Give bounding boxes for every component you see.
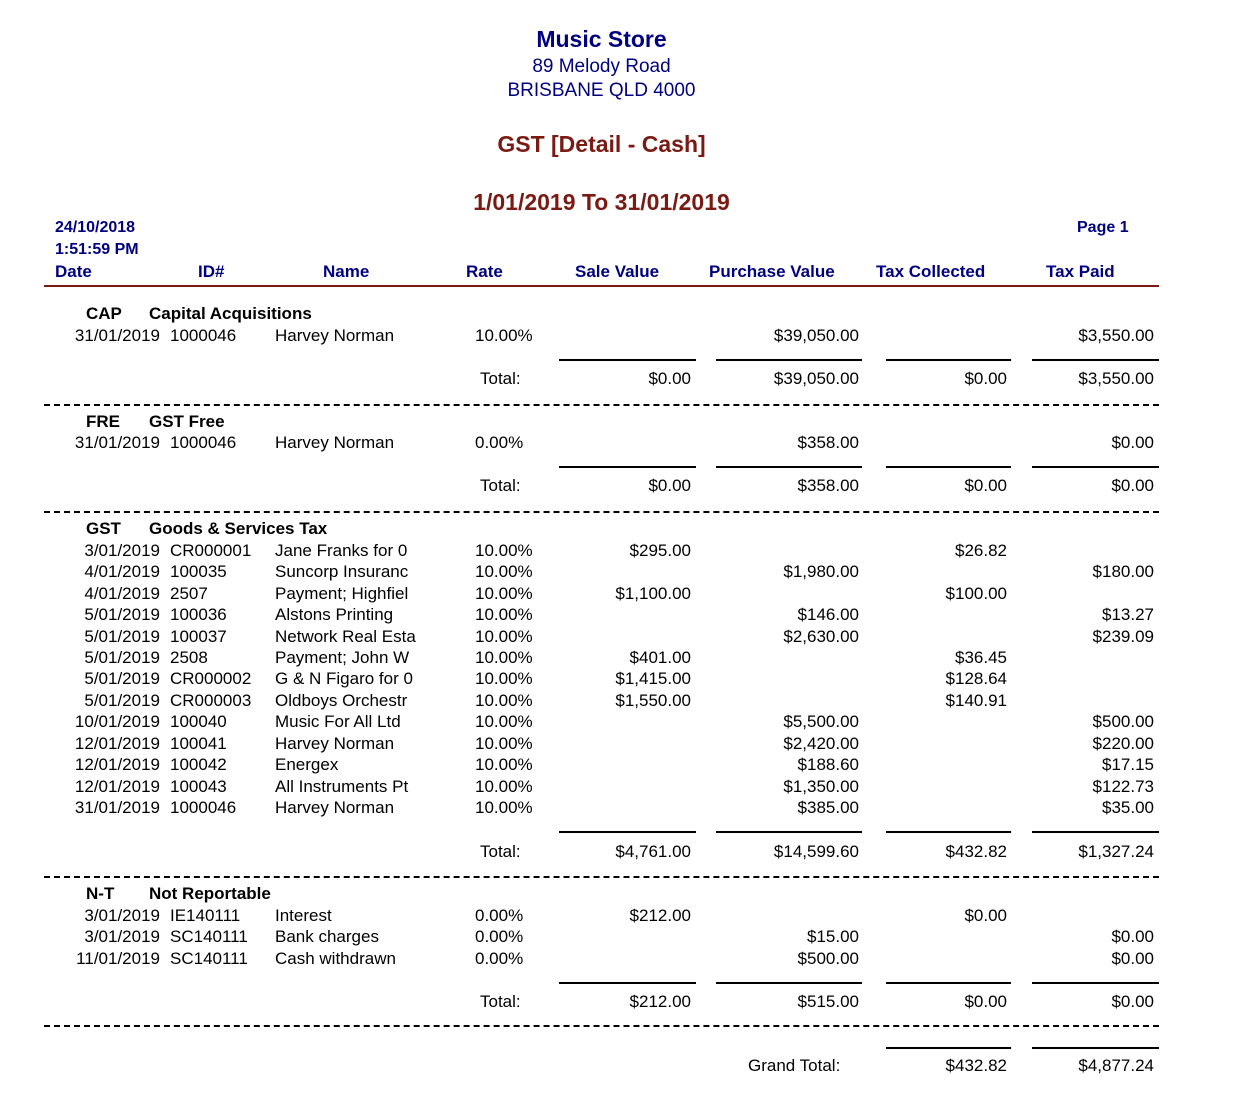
cell-rate: 10.00% [475,541,533,560]
column-header-id: ID# [198,262,225,281]
cell-name: Payment; Highfiel [275,584,409,603]
cell-id: 100042 [170,755,227,774]
cell-tax-paid: $0.00 [1111,949,1154,968]
total-purchase-value: $358.00 [797,476,859,495]
cell-id: IE140111 [170,906,241,925]
address-line-2: BRISBANE QLD 4000 [507,80,696,101]
cell-tax-paid: $35.00 [1102,798,1154,817]
cell-date: 5/01/2019 [84,691,160,710]
table-row [0,627,1243,649]
group-header [0,884,1243,906]
total-label: Total: [480,476,521,495]
cell-rate: 0.00% [475,906,524,925]
cell-date: 31/01/2019 [74,798,160,817]
cell-rate: 10.00% [475,712,533,731]
group-total-row [0,476,1243,498]
cell-date: 5/01/2019 [84,605,160,624]
cell-id: CR000001 [170,541,252,560]
cell-date: 10/01/2019 [74,712,160,731]
cell-name: Bank charges [275,927,379,946]
cell-tax-paid: $0.00 [1111,433,1154,452]
cell-name: Interest [275,906,332,925]
table-row [0,433,1243,455]
total-purchase-value: $14,599.60 [773,842,859,861]
cell-id: 2508 [170,648,208,667]
cell-tax-collected: $140.91 [945,691,1007,710]
cell-id: 2507 [170,584,208,603]
cell-tax-collected: $128.64 [945,669,1007,688]
subtotal-underline [1032,831,1159,833]
cell-rate: 10.00% [475,648,533,667]
subtotal-underline [716,466,862,468]
column-header-sale-value: Sale Value [575,262,660,281]
cell-date: 3/01/2019 [84,906,160,925]
cell-purchase-value: $2,630.00 [783,627,859,646]
cell-name: Oldboys Orchestr [275,691,408,710]
cell-purchase-value: $146.00 [797,605,859,624]
cell-name: Music For All Ltd [275,712,401,731]
cell-date: 31/01/2019 [74,326,160,345]
cell-id: 1000046 [170,433,237,452]
group-name: GST Free [149,412,225,431]
cell-tax-paid: $500.00 [1092,712,1154,731]
group-header [0,304,1243,326]
cell-sale-value: $1,100.00 [615,584,691,603]
table-row [0,949,1243,971]
cell-rate: 10.00% [475,734,533,753]
cell-rate: 10.00% [475,627,533,646]
subtotal-underline [716,359,862,361]
cell-name: Suncorp Insuranc [275,562,409,581]
cell-tax-paid: $180.00 [1092,562,1154,581]
grand-total-row [0,1056,1243,1078]
cell-sale-value: $401.00 [629,648,691,667]
table-row [0,584,1243,606]
cell-name: All Instruments Pt [275,777,409,796]
cell-tax-collected: $0.00 [964,906,1007,925]
cell-id: 1000046 [170,326,237,345]
table-row [0,927,1243,949]
cell-rate: 0.00% [475,433,524,452]
cell-date: 12/01/2019 [74,755,160,774]
total-label: Total: [480,369,521,388]
header-rule [44,285,1159,287]
cell-date: 3/01/2019 [84,927,160,946]
cell-date: 5/01/2019 [84,627,160,646]
cell-date: 12/01/2019 [74,734,160,753]
group-header [0,519,1243,541]
total-label: Total: [480,842,521,861]
cell-id: 100037 [170,627,227,646]
cell-name: Harvey Norman [275,433,395,452]
report-title: GST [Detail - Cash] [497,131,706,157]
total-tax-collected: $0.00 [964,369,1007,388]
total-sale-value: $4,761.00 [615,842,691,861]
subtotal-underline [716,982,862,984]
cell-name: G & N Figaro for 0 [275,669,413,688]
cell-tax-collected: $36.45 [955,648,1007,667]
total-label: Total: [480,992,521,1011]
column-header-tax-collected: Tax Collected [876,262,986,281]
cell-id: 100035 [170,562,227,581]
cell-rate: 0.00% [475,949,524,968]
address-line-1: 89 Melody Road [532,56,671,77]
subtotal-underline [559,359,696,361]
cell-purchase-value: $188.60 [797,755,859,774]
cell-rate: 10.00% [475,777,533,796]
print-time: 1:51:59 PM [55,241,139,258]
cell-purchase-value: $39,050.00 [773,326,859,345]
subtotal-underline [886,466,1011,468]
cell-rate: 10.00% [475,755,533,774]
cell-purchase-value: $385.00 [797,798,859,817]
group-code: FRE [86,412,120,431]
cell-rate: 10.00% [475,798,533,817]
cell-id: 100040 [170,712,227,731]
cell-date: 3/01/2019 [84,541,160,560]
cell-id: CR000002 [170,669,252,688]
cell-tax-paid: $3,550.00 [1078,326,1154,345]
cell-name: Harvey Norman [275,326,395,345]
page-number: Page 1 [1077,219,1129,236]
cell-id: SC140111 [170,927,248,946]
cell-date: 12/01/2019 [74,777,160,796]
subtotal-underline [886,982,1011,984]
cell-name: Cash withdrawn [275,949,396,968]
cell-name: Network Real Esta [275,627,416,646]
subtotal-underline [886,831,1011,833]
column-header-name: Name [323,262,370,281]
total-sale-value: $0.00 [648,476,691,495]
cell-purchase-value: $5,500.00 [783,712,859,731]
cell-sale-value: $295.00 [629,541,691,560]
group-separator [44,1025,1159,1027]
group-name: Capital Acquisitions [149,304,312,323]
cell-date: 5/01/2019 [84,648,160,667]
cell-purchase-value: $358.00 [797,433,859,452]
cell-id: 1000046 [170,798,237,817]
cell-date: 4/01/2019 [84,562,160,581]
group-code: CAP [86,304,122,323]
cell-id: 100043 [170,777,227,796]
cell-date: 11/01/2019 [76,949,160,968]
subtotal-underline [886,359,1011,361]
group-name: Goods & Services Tax [149,519,328,538]
total-purchase-value: $515.00 [797,992,859,1011]
column-header-date: Date [55,262,92,281]
group-code: GST [86,519,121,538]
table-row [0,755,1243,777]
group-code: N-T [86,884,115,903]
cell-id: 100041 [170,734,227,753]
subtotal-underline [716,831,862,833]
cell-purchase-value: $2,420.00 [783,734,859,753]
group-total-row [0,842,1243,864]
group-separator [44,511,1159,513]
table-row [0,798,1243,820]
cell-rate: 0.00% [475,927,524,946]
cell-rate: 10.00% [475,326,533,345]
cell-purchase-value: $1,980.00 [783,562,859,581]
cell-name: Alstons Printing [275,605,394,624]
cell-tax-paid: $220.00 [1092,734,1154,753]
cell-id: SC140111 [170,949,248,968]
total-tax-paid: $1,327.24 [1078,842,1154,861]
store-name: Music Store [536,26,667,52]
table-row [0,669,1243,691]
grand-total-underline [1032,1047,1159,1049]
cell-purchase-value: $1,350.00 [783,777,859,796]
cell-tax-paid: $0.00 [1111,927,1154,946]
cell-tax-collected: $100.00 [945,584,1007,603]
report-period: 1/01/2019 To 31/01/2019 [473,189,730,215]
table-row [0,605,1243,627]
cell-id: 100036 [170,605,227,624]
cell-tax-paid: $17.15 [1102,755,1154,774]
table-row [0,541,1243,563]
cell-purchase-value: $15.00 [807,927,859,946]
subtotal-underline [1032,982,1159,984]
total-sale-value: $0.00 [648,369,691,388]
total-purchase-value: $39,050.00 [773,369,859,388]
group-total-row [0,369,1243,391]
group-separator [44,876,1159,878]
subtotal-underline [559,982,696,984]
total-tax-paid: $3,550.00 [1078,369,1154,388]
group-separator [44,404,1159,406]
cell-rate: 10.00% [475,691,533,710]
cell-tax-paid: $13.27 [1102,605,1154,624]
table-row [0,562,1243,584]
cell-sale-value: $1,415.00 [615,669,691,688]
group-total-row [0,992,1243,1014]
cell-date: 5/01/2019 [84,669,160,688]
cell-name: Harvey Norman [275,798,395,817]
cell-tax-paid: $122.73 [1092,777,1154,796]
cell-name: Harvey Norman [275,734,395,753]
column-header-rate: Rate [466,262,503,281]
total-tax-paid: $0.00 [1111,992,1154,1011]
cell-purchase-value: $500.00 [797,949,859,968]
table-row [0,712,1243,734]
cell-rate: 10.00% [475,584,533,603]
subtotal-underline [1032,466,1159,468]
grand-total-tax-paid: $4,877.24 [1078,1056,1154,1075]
cell-name: Payment; John W [275,648,410,667]
print-date: 24/10/2018 [55,219,136,236]
total-tax-collected: $0.00 [964,992,1007,1011]
total-sale-value: $212.00 [629,992,691,1011]
cell-date: 4/01/2019 [84,584,160,603]
table-row [0,691,1243,713]
table-row [0,777,1243,799]
table-row [0,906,1243,928]
subtotal-underline [1032,359,1159,361]
total-tax-collected: $432.82 [945,842,1007,861]
cell-rate: 10.00% [475,669,533,688]
total-tax-collected: $0.00 [964,476,1007,495]
cell-tax-collected: $26.82 [955,541,1007,560]
grand-total-underline [886,1047,1011,1049]
cell-rate: 10.00% [475,562,533,581]
subtotal-underline [559,831,696,833]
cell-name: Energex [275,755,339,774]
cell-tax-paid: $239.09 [1092,627,1154,646]
cell-id: CR000003 [170,691,252,710]
cell-name: Jane Franks for 0 [275,541,408,560]
cell-rate: 10.00% [475,605,533,624]
table-row [0,734,1243,756]
grand-total-tax-collected: $432.82 [945,1056,1007,1075]
table-row [0,326,1243,348]
table-row [0,648,1243,670]
column-header-purchase-value: Purchase Value [709,262,835,281]
cell-sale-value: $212.00 [629,906,691,925]
column-header-tax-paid: Tax Paid [1046,262,1115,281]
subtotal-underline [559,466,696,468]
group-name: Not Reportable [149,884,271,903]
cell-date: 31/01/2019 [74,433,160,452]
grand-total-label: Grand Total: [748,1056,841,1075]
total-tax-paid: $0.00 [1111,476,1154,495]
group-header [0,412,1243,434]
cell-sale-value: $1,550.00 [615,691,691,710]
